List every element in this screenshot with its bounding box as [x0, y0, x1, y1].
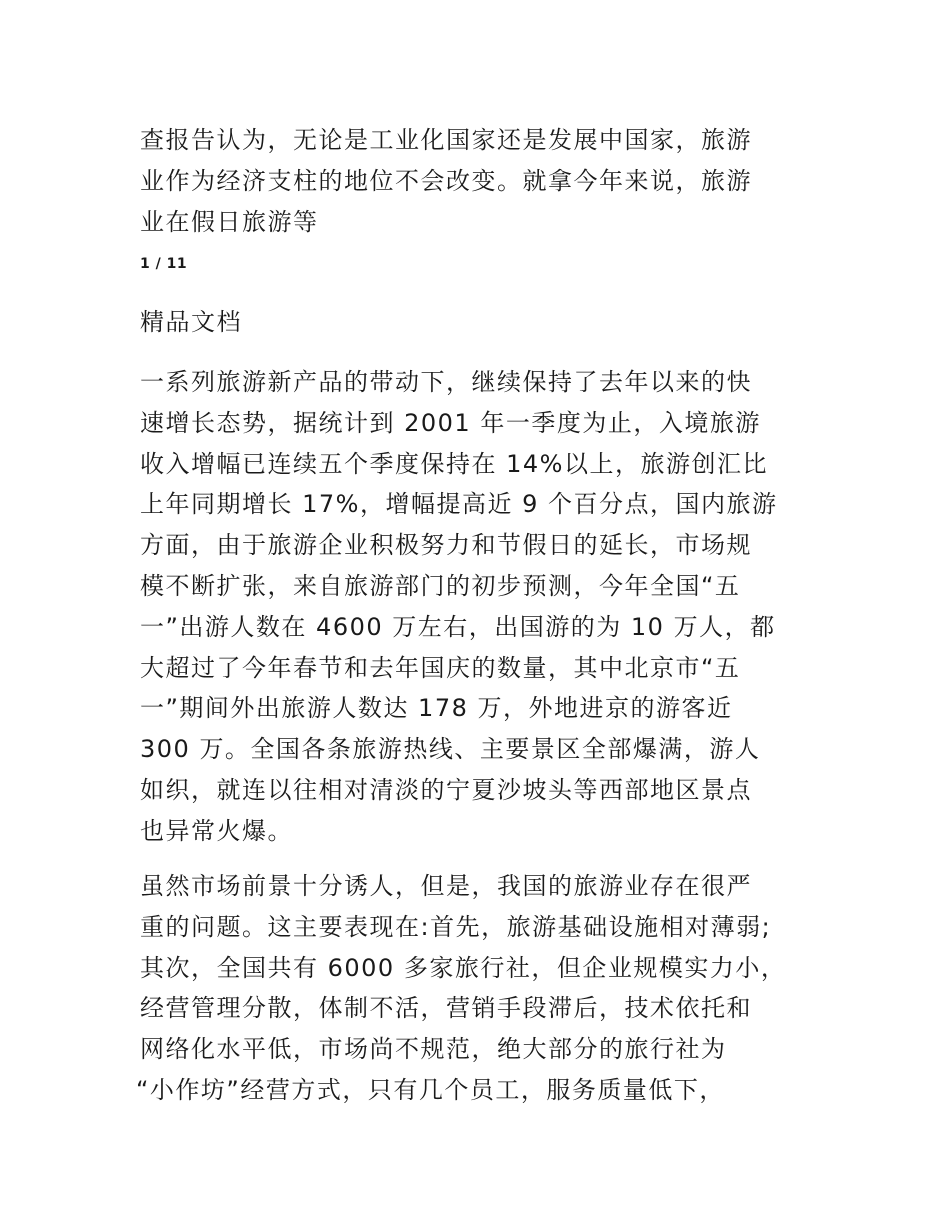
text-line: 方面，由于旅游企业积极努力和节假日的延长，市场规	[140, 531, 752, 560]
page-number: 1 / 11	[140, 256, 188, 272]
text-line: 虽然市场前景十分诱人，但是，我国的旅游业存在很严	[140, 872, 752, 900]
text-line: 大超过了今年春节和去年国庆的数量，其中北京市“五	[140, 653, 741, 682]
text-line: 业作为经济支柱的地位不会改变。就拿今年来说，旅游	[140, 166, 752, 195]
text-line: 一”期间外出旅游人数达 178 万，外地进京的游客近	[140, 694, 733, 723]
text-line: 查报告认为，无论是工业化国家还是发展中国家，旅游	[140, 126, 752, 154]
text-line: 上年同期增长 17%，增幅提高近 9 个百分点，国内旅游	[140, 490, 778, 519]
text-line: 其次，全国共有 6000 多家旅行社，但企业规模实力小，	[140, 953, 787, 982]
paragraph-2	[140, 362, 778, 852]
text-line: 业在假日旅游等	[140, 207, 319, 236]
text-line: 一系列旅游新产品的带动下，继续保持了去年以来的快	[140, 368, 752, 396]
text-line: 也异常火爆。	[140, 816, 293, 845]
text-line: 重的问题。这主要表现在:首先，旅游基础设施相对薄弱;	[140, 912, 772, 941]
text-line: 经营管理分散，体制不活，营销手段滞后，技术依托和	[140, 994, 752, 1023]
text-line: 收入增幅已连续五个季度保持在 14%以上，旅游创汇比	[140, 449, 768, 478]
page-header: 精品文档	[140, 308, 242, 336]
text-line: 模不断扩张，来自旅游部门的初步预测，今年全国“五	[140, 571, 741, 600]
text-line: 300 万。全国各条旅游热线、主要景区全部爆满，游人	[140, 735, 761, 764]
text-line: 速增长态势，据统计到 2001 年一季度为止，入境旅游	[140, 408, 761, 437]
text-line: “小作坊”经营方式，只有几个员工，服务质量低下，	[136, 1075, 725, 1104]
text-line: 如织，就连以往相对清淡的宁夏沙坡头等西部地区景点	[140, 775, 752, 804]
text-line: 一”出游人数在 4600 万左右，出国游的为 10 万人，都	[140, 612, 776, 641]
paragraph-3	[136, 866, 787, 1111]
text-line: 网络化水平低，市场尚不规范，绝大部分的旅行社为	[140, 1035, 727, 1064]
paragraph-1	[140, 120, 752, 242]
